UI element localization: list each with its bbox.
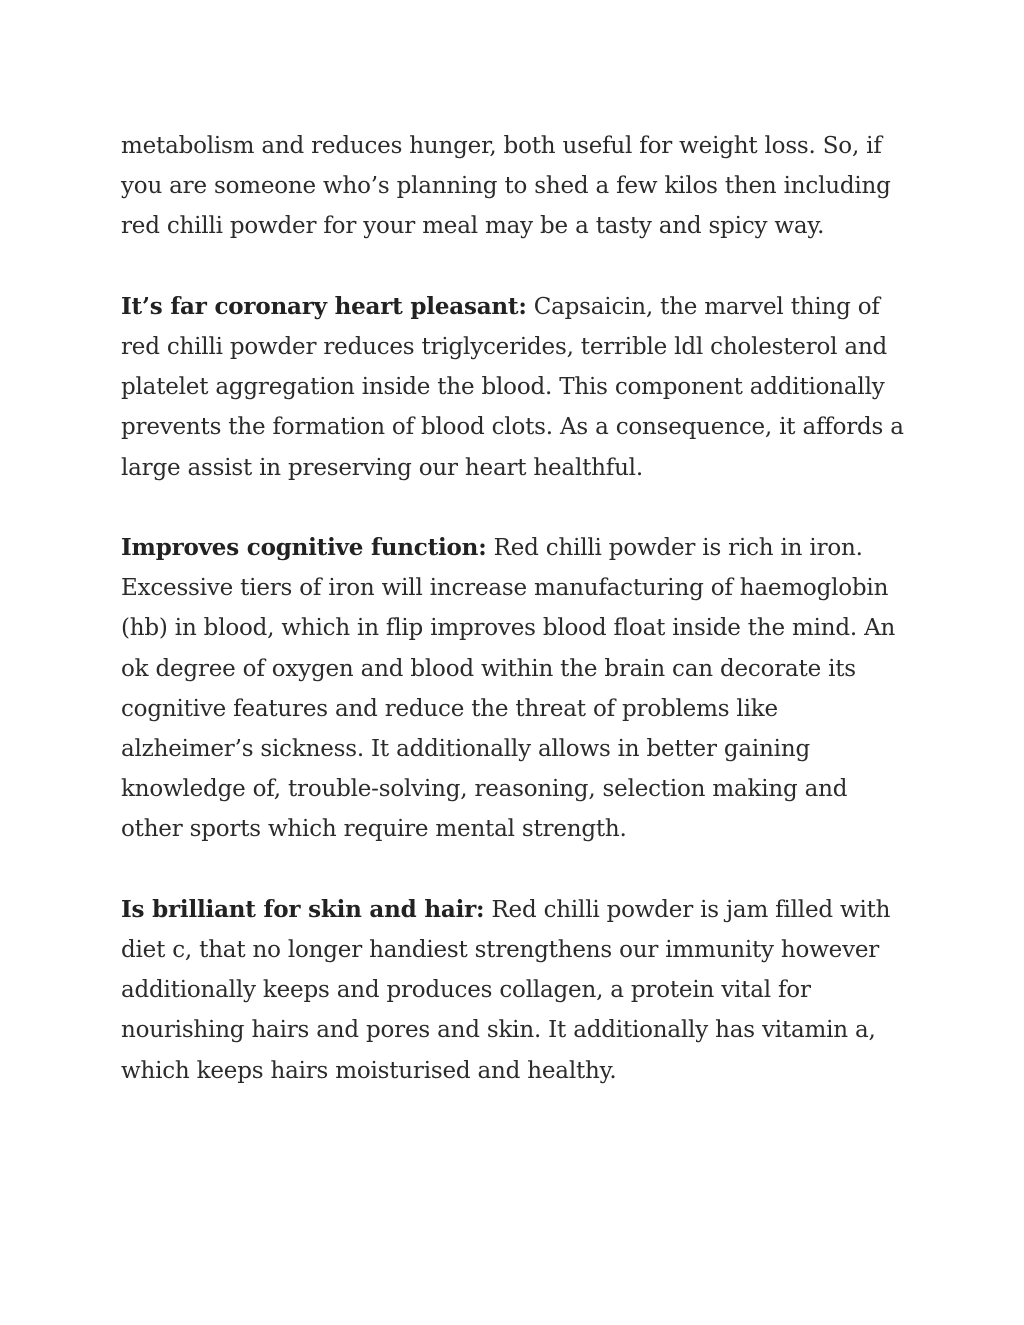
paragraph-heart-health	[121, 287, 911, 488]
paragraph-heading: Improves cognitive function:	[121, 534, 487, 561]
paragraph-text: Red chilli powder is rich in iron. Excessive tiers of iron will increase manufacturing of haemoglobin (hb) in blood, which in flip improves blood float inside the mind. An ok degree of oxygen and blood within the brain can decorate its cognitive features and reduce the threat of problems like alzheimer’s sickness. It additionally allows in better gaining knowledge of, trouble-solving, reasoning, selection making and other sports which require mental strength.	[121, 535, 896, 843]
paragraph-heading: It’s far coronary heart pleasant:	[121, 292, 527, 320]
paragraph-cognitive-function	[121, 528, 911, 850]
paragraph-text: Red chilli powder is jam filled with diet c, that no longer handiest strengthens our immunity however additionally keeps and produces collagen, a protein vital for nourishing hairs and pores and skin. It additionally has vitamin a, which keeps hairs moisturised and healthy.	[121, 896, 891, 1084]
paragraph-weight-loss	[121, 126, 911, 247]
paragraph-text: Capsaicin, the marvel thing of red chilli powder reduces triglycerides, terrible ldl cholesterol and platelet aggregation inside the blood. This component additionally prevents the formation of blood clots. As a consequence, it affords a large assist in preserving our heart healthful.	[121, 293, 904, 481]
article-body	[121, 126, 911, 1091]
paragraph-text: metabolism and reduces hunger, both useful for weight loss. So, if you are someone who’s planning to shed a few kilos then including red chilli powder for your meal may be a tasty and spicy way.	[121, 133, 891, 240]
paragraph-skin-hair	[121, 890, 911, 1091]
paragraph-heading: Is brilliant for skin and hair:	[121, 895, 485, 923]
